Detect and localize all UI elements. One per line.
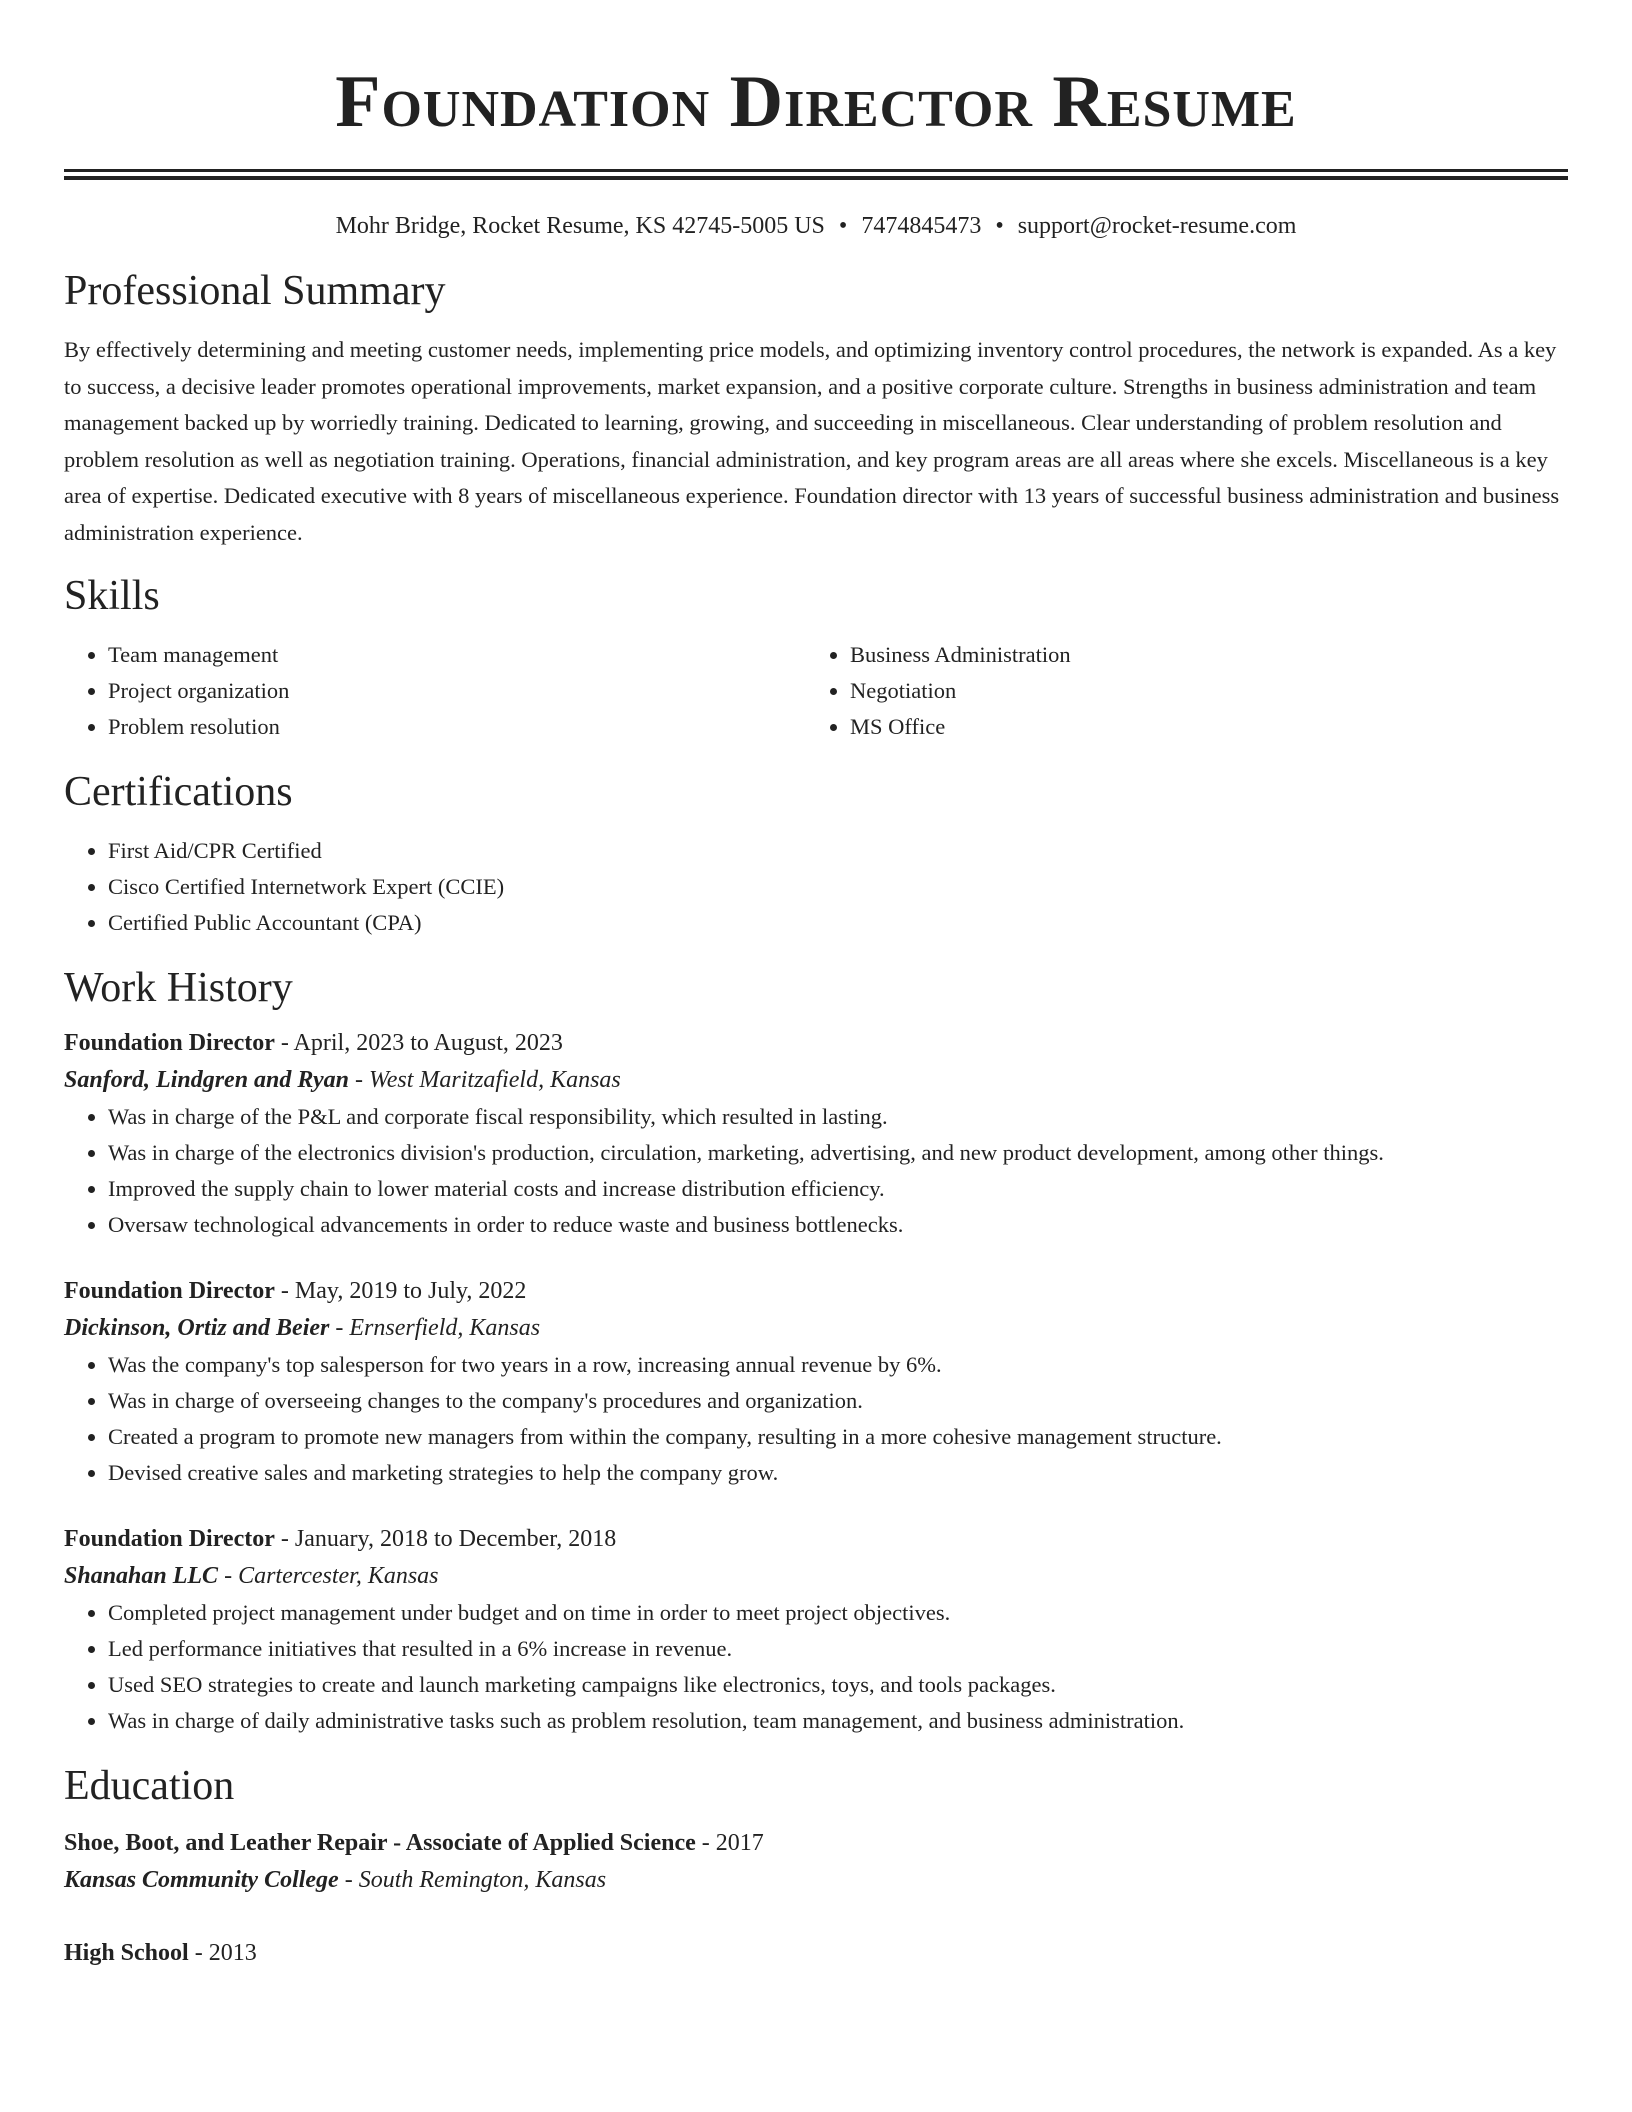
summary-text: By effectively determining and meeting customer needs, implementing price models, and optimizing inventory control procedures, the network is expanded. As a key to success, a decisive leader promotes operational improvements, market expansion, and a positive corporate culture. Strengths in business administration and team management backed up by worriedly training. Dedicated to learning, growing, and succeeding in miscellaneous. Clear understanding of problem resolution and problem resolution as well as negotiation training. Operations, financial administration, and key program areas are all areas where she excels. Miscellaneous is a key area of expertise. Dedicated executive with 8 years of miscellaneous experience. Foundation director with 13 years of successful business administration and business administration experience. — [64, 337, 1560, 545]
contact-separator: • — [838, 213, 848, 239]
job-bullet: • Was in charge of the P&L and corporate fiscal responsibility, which resulted in lasting. — [108, 1099, 1568, 1135]
school-line — [64, 1861, 1568, 1899]
job-bullet: • Created a program to promote new managers from within the company, resulting in a more cohesive management structure. — [108, 1419, 1568, 1455]
job-bullet: • Was in charge of the electronics division's production, circulation, marketing, advertising, and new product development, among other things. — [108, 1135, 1568, 1171]
company-location: - Ernserfield, Kansas — [329, 1315, 541, 1341]
job-title: Foundation Director — [64, 1526, 275, 1552]
school-location: - South Remington, Kansas — [338, 1867, 607, 1893]
certifications-heading: Certifications — [64, 769, 293, 815]
job-bullet: • Was the company's top salesperson for two years in a row, increasing annual revenue by 6%. — [108, 1347, 1568, 1383]
certifications-list — [64, 833, 1568, 941]
title-divider-top — [64, 169, 1568, 172]
job-bullets — [64, 1099, 1568, 1243]
resume-page — [64, 0, 1568, 1971]
skills-column-right — [806, 637, 1548, 745]
skill-item: • Project organization — [108, 673, 806, 709]
job-dates: - May, 2019 to July, 2022 — [274, 1278, 527, 1304]
education-entry — [64, 1935, 1568, 1971]
job-entry — [64, 1273, 1568, 1491]
skill-item: • Team management — [108, 637, 806, 673]
certification-item: • First Aid/CPR Certified — [108, 833, 1568, 869]
job-bullet: • Led performance initiatives that resulted in a 6% increase in revenue. — [108, 1631, 1568, 1667]
job-bullet: • Devised creative sales and marketing strategies to help the company grow. — [108, 1455, 1568, 1491]
degree-name: High School — [64, 1940, 189, 1966]
company-line — [64, 1061, 1568, 1099]
job-bullets — [64, 1595, 1568, 1739]
certification-item: • Certified Public Accountant (CPA) — [108, 905, 1568, 941]
company-line — [64, 1309, 1568, 1347]
job-title: Foundation Director — [64, 1278, 275, 1304]
company-location: - Cartercester, Kansas — [218, 1563, 439, 1589]
job-title-line — [64, 1025, 1568, 1061]
education-entry — [64, 1825, 1568, 1899]
job-bullet: • Completed project management under budget and on time in order to meet project objectives. — [108, 1595, 1568, 1631]
certification-item: • Cisco Certified Internetwork Expert (CCIE) — [108, 869, 1568, 905]
skill-item: • Problem resolution — [108, 709, 806, 745]
company-name: Shanahan LLC — [64, 1563, 219, 1589]
job-title-line — [64, 1521, 1568, 1557]
skill-item: • MS Office — [850, 709, 1548, 745]
company-line — [64, 1557, 1568, 1595]
job-dates: - April, 2023 to August, 2023 — [274, 1030, 563, 1056]
job-bullets — [64, 1347, 1568, 1491]
degree-name: Shoe, Boot, and Leather Repair - Associate of Applied Science — [64, 1830, 696, 1856]
job-title: Foundation Director — [64, 1030, 275, 1056]
job-title-line — [64, 1273, 1568, 1309]
company-location: - West Maritzafield, Kansas — [348, 1067, 621, 1093]
contact-separator: • — [995, 213, 1004, 239]
contact-phone: 7474845473 — [861, 213, 982, 239]
education-heading: Education — [64, 1763, 235, 1809]
job-entry — [64, 1521, 1568, 1739]
company-name: Dickinson, Ortiz and Beier — [64, 1315, 330, 1341]
skills-list — [64, 637, 1568, 745]
job-dates: - January, 2018 to December, 2018 — [274, 1526, 617, 1552]
contact-email: support@rocket-resume.com — [1017, 213, 1297, 239]
job-bullet: • Used SEO strategies to create and launch marketing campaigns like electronics, toys, and tools packages. — [108, 1667, 1568, 1703]
title-divider-bottom — [64, 176, 1568, 180]
work-history-heading: Work History — [64, 965, 293, 1011]
summary-heading: Professional Summary — [64, 268, 446, 314]
degree-year: - 2013 — [188, 1940, 257, 1966]
degree-line — [64, 1825, 1568, 1861]
skill-item: • Business Administration — [850, 637, 1548, 673]
contact-address: Mohr Bridge, Rocket Resume, KS 42745-5005 US — [335, 213, 825, 239]
skill-item: • Negotiation — [850, 673, 1548, 709]
skills-column-left — [64, 637, 806, 745]
job-bullet: • Was in charge of daily administrative tasks such as problem resolution, team management, and business administration. — [108, 1703, 1568, 1739]
job-entry — [64, 1025, 1568, 1243]
degree-line — [64, 1935, 1568, 1971]
contact-line — [64, 210, 1568, 242]
company-name: Sanford, Lindgren and Ryan — [64, 1067, 349, 1093]
job-bullet: • Was in charge of overseeing changes to the company's procedures and organization. — [108, 1383, 1568, 1419]
skills-heading: Skills — [64, 573, 160, 619]
degree-year: - 2017 — [695, 1830, 764, 1856]
page-title: Foundation Director Resume — [335, 61, 1297, 143]
school-name: Kansas Community College — [64, 1867, 339, 1893]
job-bullet: • Improved the supply chain to lower material costs and increase distribution efficiency. — [108, 1171, 1568, 1207]
job-bullet: • Oversaw technological advancements in order to reduce waste and business bottlenecks. — [108, 1207, 1568, 1243]
